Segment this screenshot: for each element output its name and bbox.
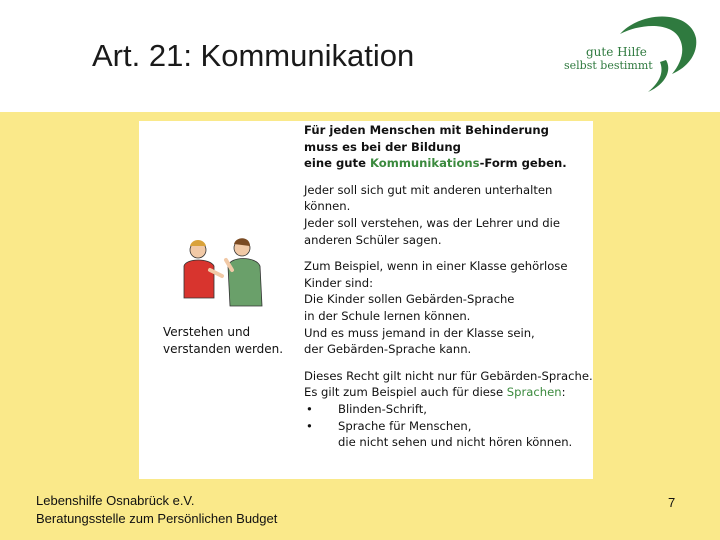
paragraph-1 bbox=[304, 182, 590, 248]
article-heading bbox=[304, 122, 590, 172]
paragraph-line: Dieses Recht gilt nicht nur für Gebärden-Sprache. bbox=[304, 368, 593, 383]
paragraph-line: Kinder sind: bbox=[304, 275, 373, 290]
bullet-text: Sprache für Menschen, bbox=[338, 418, 472, 433]
heading-line: Für jeden Menschen mit Behinderung bbox=[304, 123, 549, 137]
paragraph-line: anderen Schüler sagen. bbox=[304, 232, 442, 247]
page-number: 7 bbox=[668, 495, 676, 510]
illustration-caption bbox=[163, 324, 283, 358]
two-people-talking-icon bbox=[170, 236, 270, 316]
paragraph-line: in der Schule lernen können. bbox=[304, 308, 471, 323]
keyword-link: Sprachen bbox=[506, 385, 562, 400]
paragraph-line: Und es muss jemand in der Klasse sein, bbox=[304, 325, 535, 340]
paragraph-line: der Gebärden-Sprache kann. bbox=[304, 342, 472, 357]
footer bbox=[36, 492, 277, 528]
paragraph-line bbox=[304, 384, 590, 401]
paragraph-line: Jeder soll sich gut mit anderen unterhalten bbox=[304, 182, 553, 197]
bullet-continuation: die nicht sehen und nicht hören können. bbox=[338, 435, 573, 450]
footer-department: Beratungsstelle zum Persönlichen Budget bbox=[36, 511, 278, 526]
paragraph-line: Zum Beispiel, wenn in einer Klasse gehörlose bbox=[304, 259, 568, 274]
logo-text-line1: gute Hilfe bbox=[586, 45, 647, 59]
slide-header bbox=[0, 0, 720, 112]
bullet-item bbox=[304, 401, 590, 418]
paragraph-line: Jeder soll verstehen, was der Lehrer und die bbox=[304, 215, 560, 230]
paragraph-3 bbox=[304, 368, 593, 451]
bullet-item bbox=[304, 418, 590, 435]
heading-text: eine gute bbox=[304, 156, 370, 171]
paragraph-line: können. bbox=[304, 199, 351, 214]
heading-line bbox=[304, 155, 590, 172]
keyword-link: Kommunikations bbox=[370, 156, 480, 171]
bullet-icon: • bbox=[306, 401, 313, 416]
paragraph-text: : bbox=[561, 385, 566, 400]
heading-text: -Form geben. bbox=[479, 156, 567, 171]
heading-line: muss es bei der Bildung bbox=[304, 139, 461, 154]
slide-title: Art. 21: Kommunikation bbox=[92, 38, 415, 73]
paragraph-2 bbox=[304, 258, 590, 358]
logo bbox=[560, 12, 700, 100]
paragraph-text: Es gilt zum Beispiel auch für diese bbox=[304, 385, 507, 400]
logo-text-line2: selbst bestimmt bbox=[564, 59, 653, 72]
caption-line: Verstehen und bbox=[163, 325, 251, 339]
article-text bbox=[304, 122, 593, 451]
paragraph-line: Die Kinder sollen Gebärden-Sprache bbox=[304, 292, 515, 307]
bullet-text: Blinden-Schrift, bbox=[338, 401, 427, 416]
bullet-icon: • bbox=[306, 418, 313, 433]
caption-line: verstanden werden. bbox=[163, 342, 284, 356]
footer-organization: Lebenshilfe Osnabrück e.V. bbox=[36, 493, 195, 508]
